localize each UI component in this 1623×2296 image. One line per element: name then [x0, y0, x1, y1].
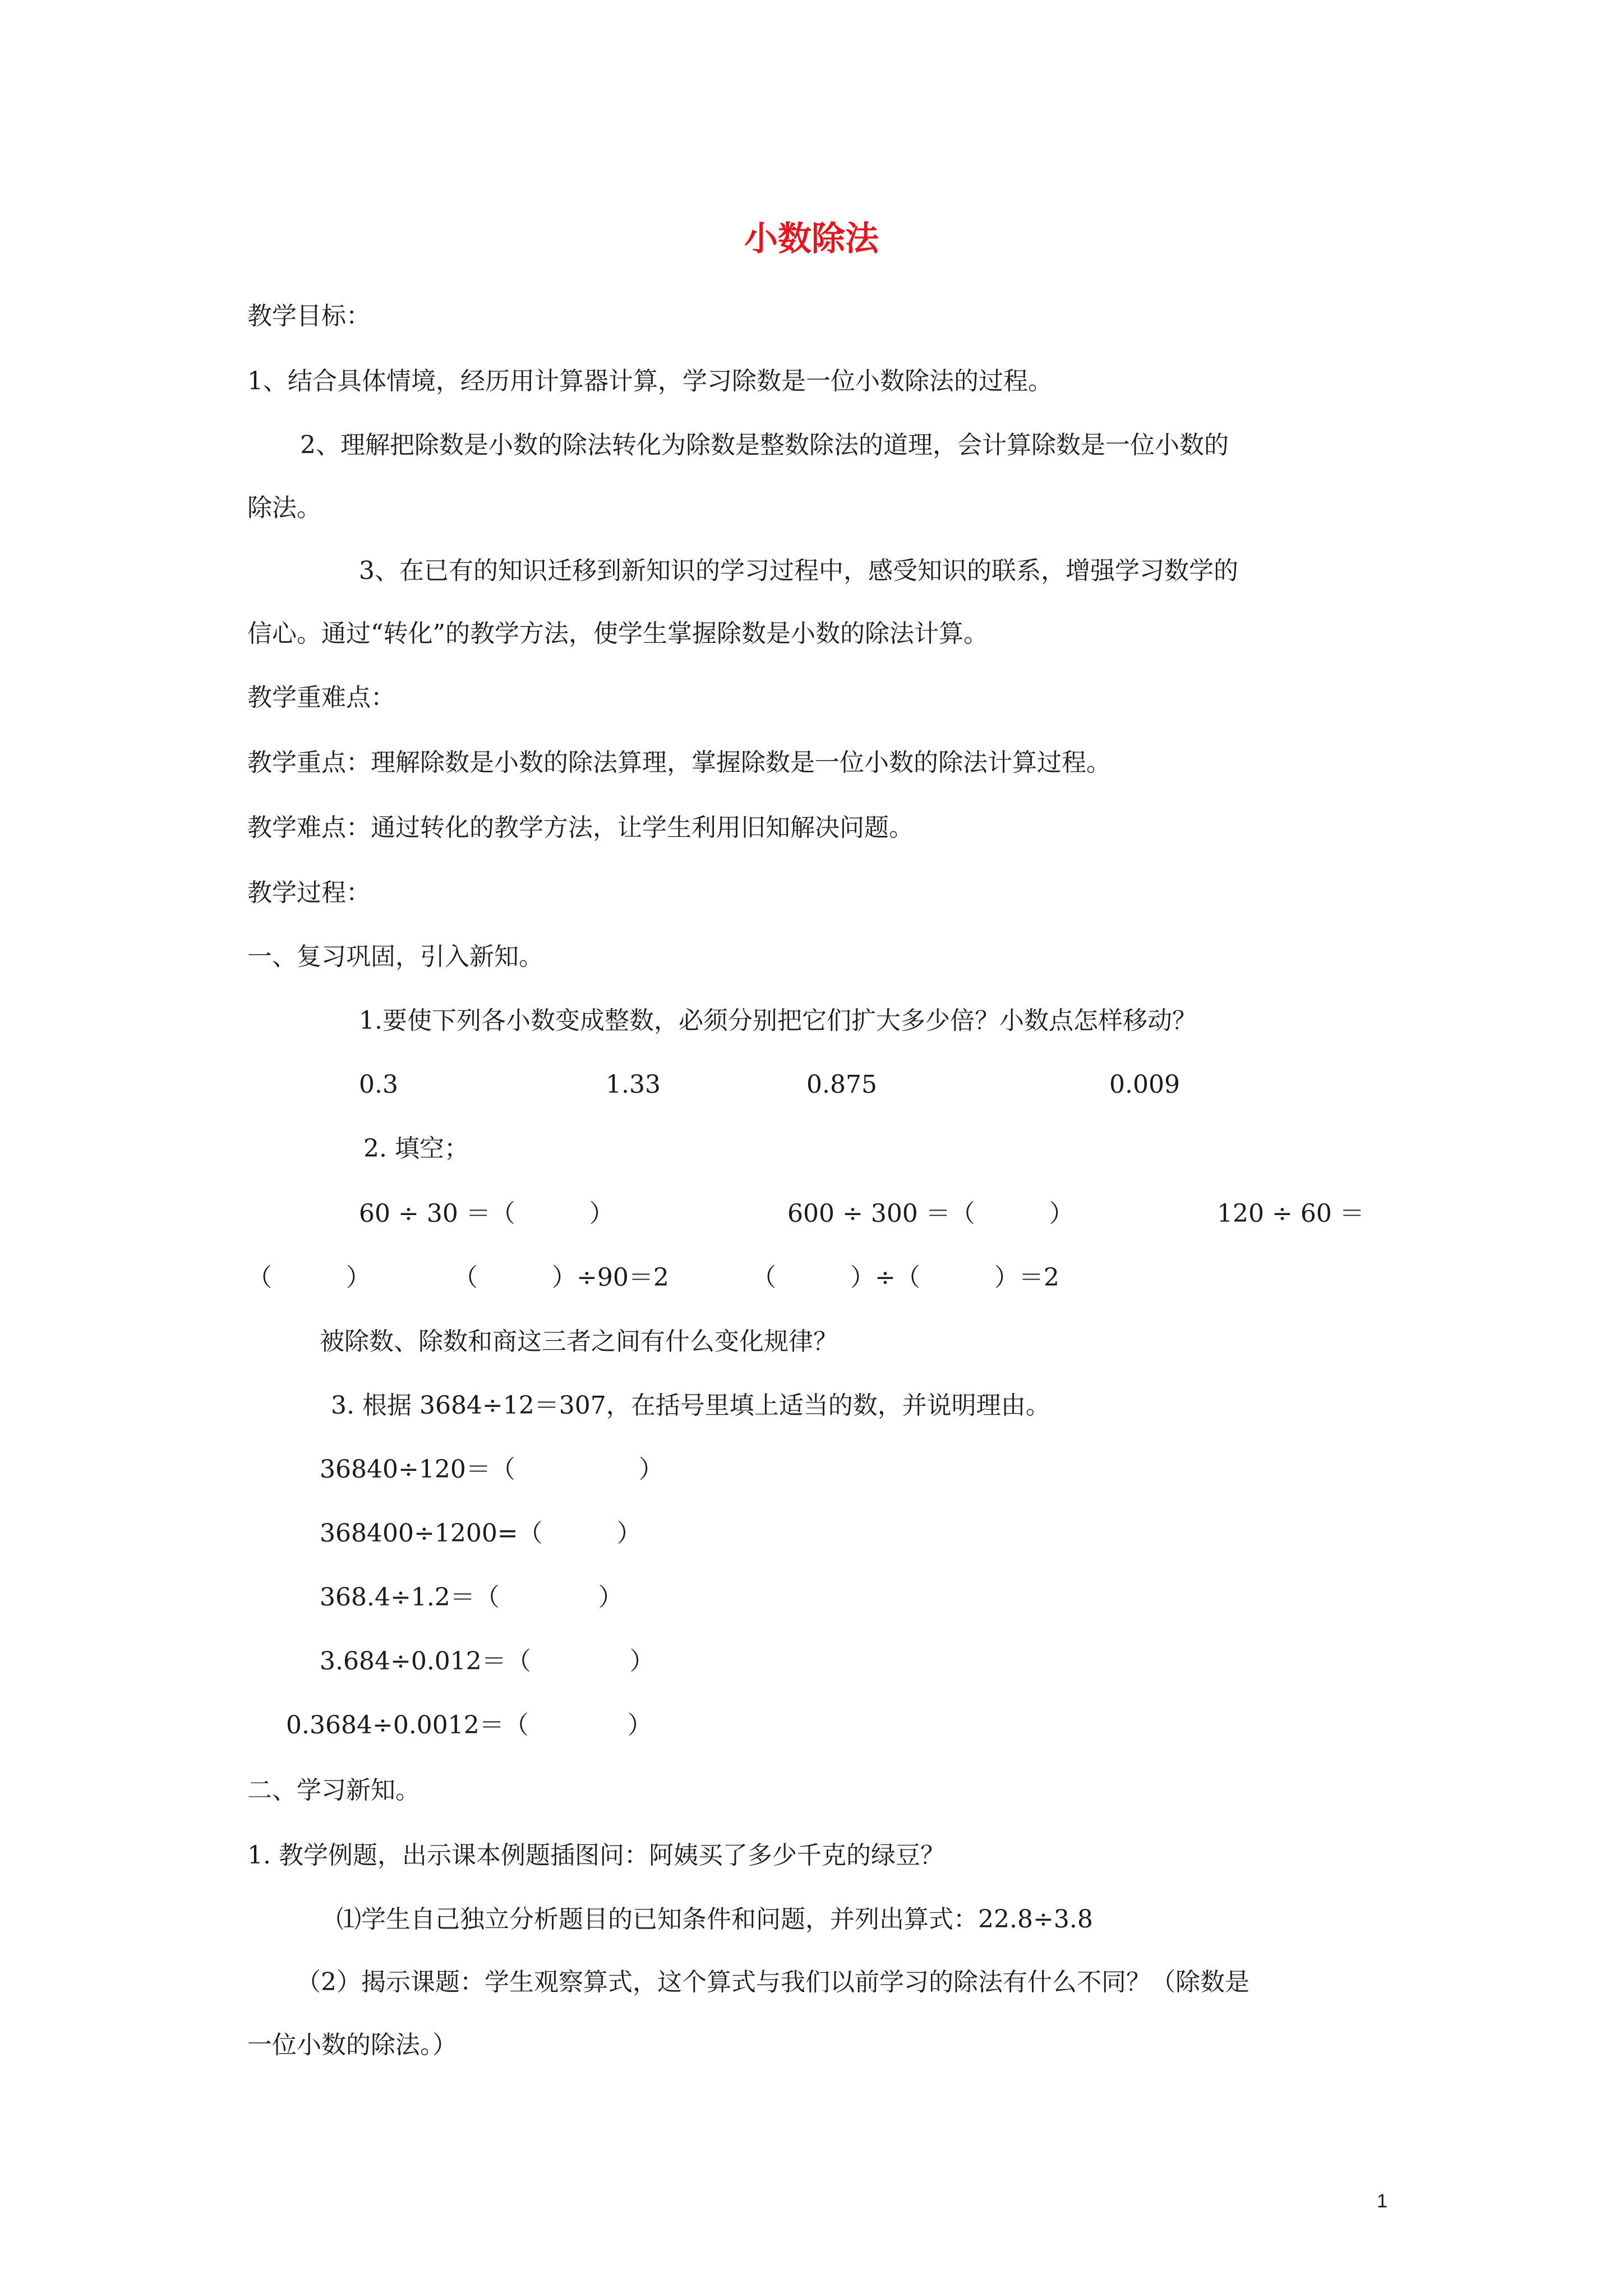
equation-item: 0.3684÷0.0012＝（ ）: [286, 1711, 652, 1740]
section-2-heading: 二、学习新知。: [247, 1776, 420, 1805]
fill-blank-d: （ ）: [247, 1263, 371, 1292]
objective-2: 2、理解把除数是小数的除法转化为除数是整数除法的道理，会计算除数是一位小数的: [300, 431, 1229, 459]
example-intro: 1. 教学例题，出示课本例题插图问：阿姨买了多少千克的绿豆？: [247, 1841, 945, 1870]
decimal-item: 0.009: [1109, 1070, 1180, 1099]
objective-2-cont: 除法。: [247, 494, 321, 522]
key-point: 教学重点：理解除数是小数的除法算理，掌握除数是一位小数的除法计算过程。: [247, 748, 1111, 777]
section-1-heading: 一、复习巩固，引入新知。: [247, 942, 543, 971]
fill-blank-b: 600 ÷ 300 ＝（ ）: [787, 1199, 1074, 1228]
equation-item: 368.4÷1.2＝（ ）: [320, 1583, 623, 1612]
fill-blank-f: （ ）÷（ ）＝2: [751, 1263, 1059, 1292]
review-question-1: 1.要使下列各小数变成整数，必须分别把它们扩大多少倍？小数点怎样移动？: [359, 1006, 1197, 1035]
equation-item: 368400÷1200=（ ）: [320, 1519, 642, 1548]
equation-item: 36840÷120＝（ ）: [320, 1455, 663, 1484]
example-step-1: ⑴学生自己独立分析题目的已知条件和问题，并列出算式：22.8÷3.8: [336, 1905, 1093, 1934]
difficult-point: 教学难点：通过转化的教学方法，让学生利用旧知解决问题。: [247, 813, 914, 842]
objectives-heading: 教学目标：: [247, 302, 371, 330]
document-title: 小数除法: [744, 219, 879, 259]
fill-blank-c: 120 ÷ 60 ＝: [1217, 1199, 1364, 1228]
page-number: 1: [1377, 2191, 1387, 2212]
decimal-item: 0.3: [359, 1070, 398, 1099]
fill-blank-e: （ ）÷90＝2: [453, 1263, 669, 1292]
equation-item: 3.684÷0.012＝（ ）: [320, 1647, 654, 1676]
example-step-2: （2）揭示课题：学生观察算式，这个算式与我们以前学习的除法有什么不同？（除数是: [296, 1968, 1249, 1996]
process-heading: 教学过程：: [247, 878, 371, 907]
objective-1: 1、结合具体情境，经历用计算器计算，学习除数是一位小数除法的过程。: [247, 367, 1053, 395]
objective-3-cont: 信心。通过“转化”的教学方法，使学生掌握除数是小数的除法计算。: [247, 619, 988, 648]
example-step-2-cont: 一位小数的除法。）: [247, 2031, 457, 2059]
decimal-item: 0.875: [806, 1070, 877, 1099]
decimal-item: 1.33: [606, 1070, 661, 1099]
objective-3: 3、在已有的知识迁移到新知识的学习过程中，感受知识的联系，增强学习数学的: [359, 556, 1238, 585]
review-question-3: 3. 根据 3684÷12＝307，在括号里填上适当的数，并说明理由。: [331, 1391, 1050, 1420]
pattern-question: 被除数、除数和商这三者之间有什么变化规律？: [320, 1327, 838, 1356]
key-points-heading: 教学重难点：: [247, 683, 395, 712]
review-question-2: 2. 填空；: [363, 1134, 469, 1163]
fill-blank-a: 60 ÷ 30 ＝（ ）: [359, 1199, 614, 1228]
